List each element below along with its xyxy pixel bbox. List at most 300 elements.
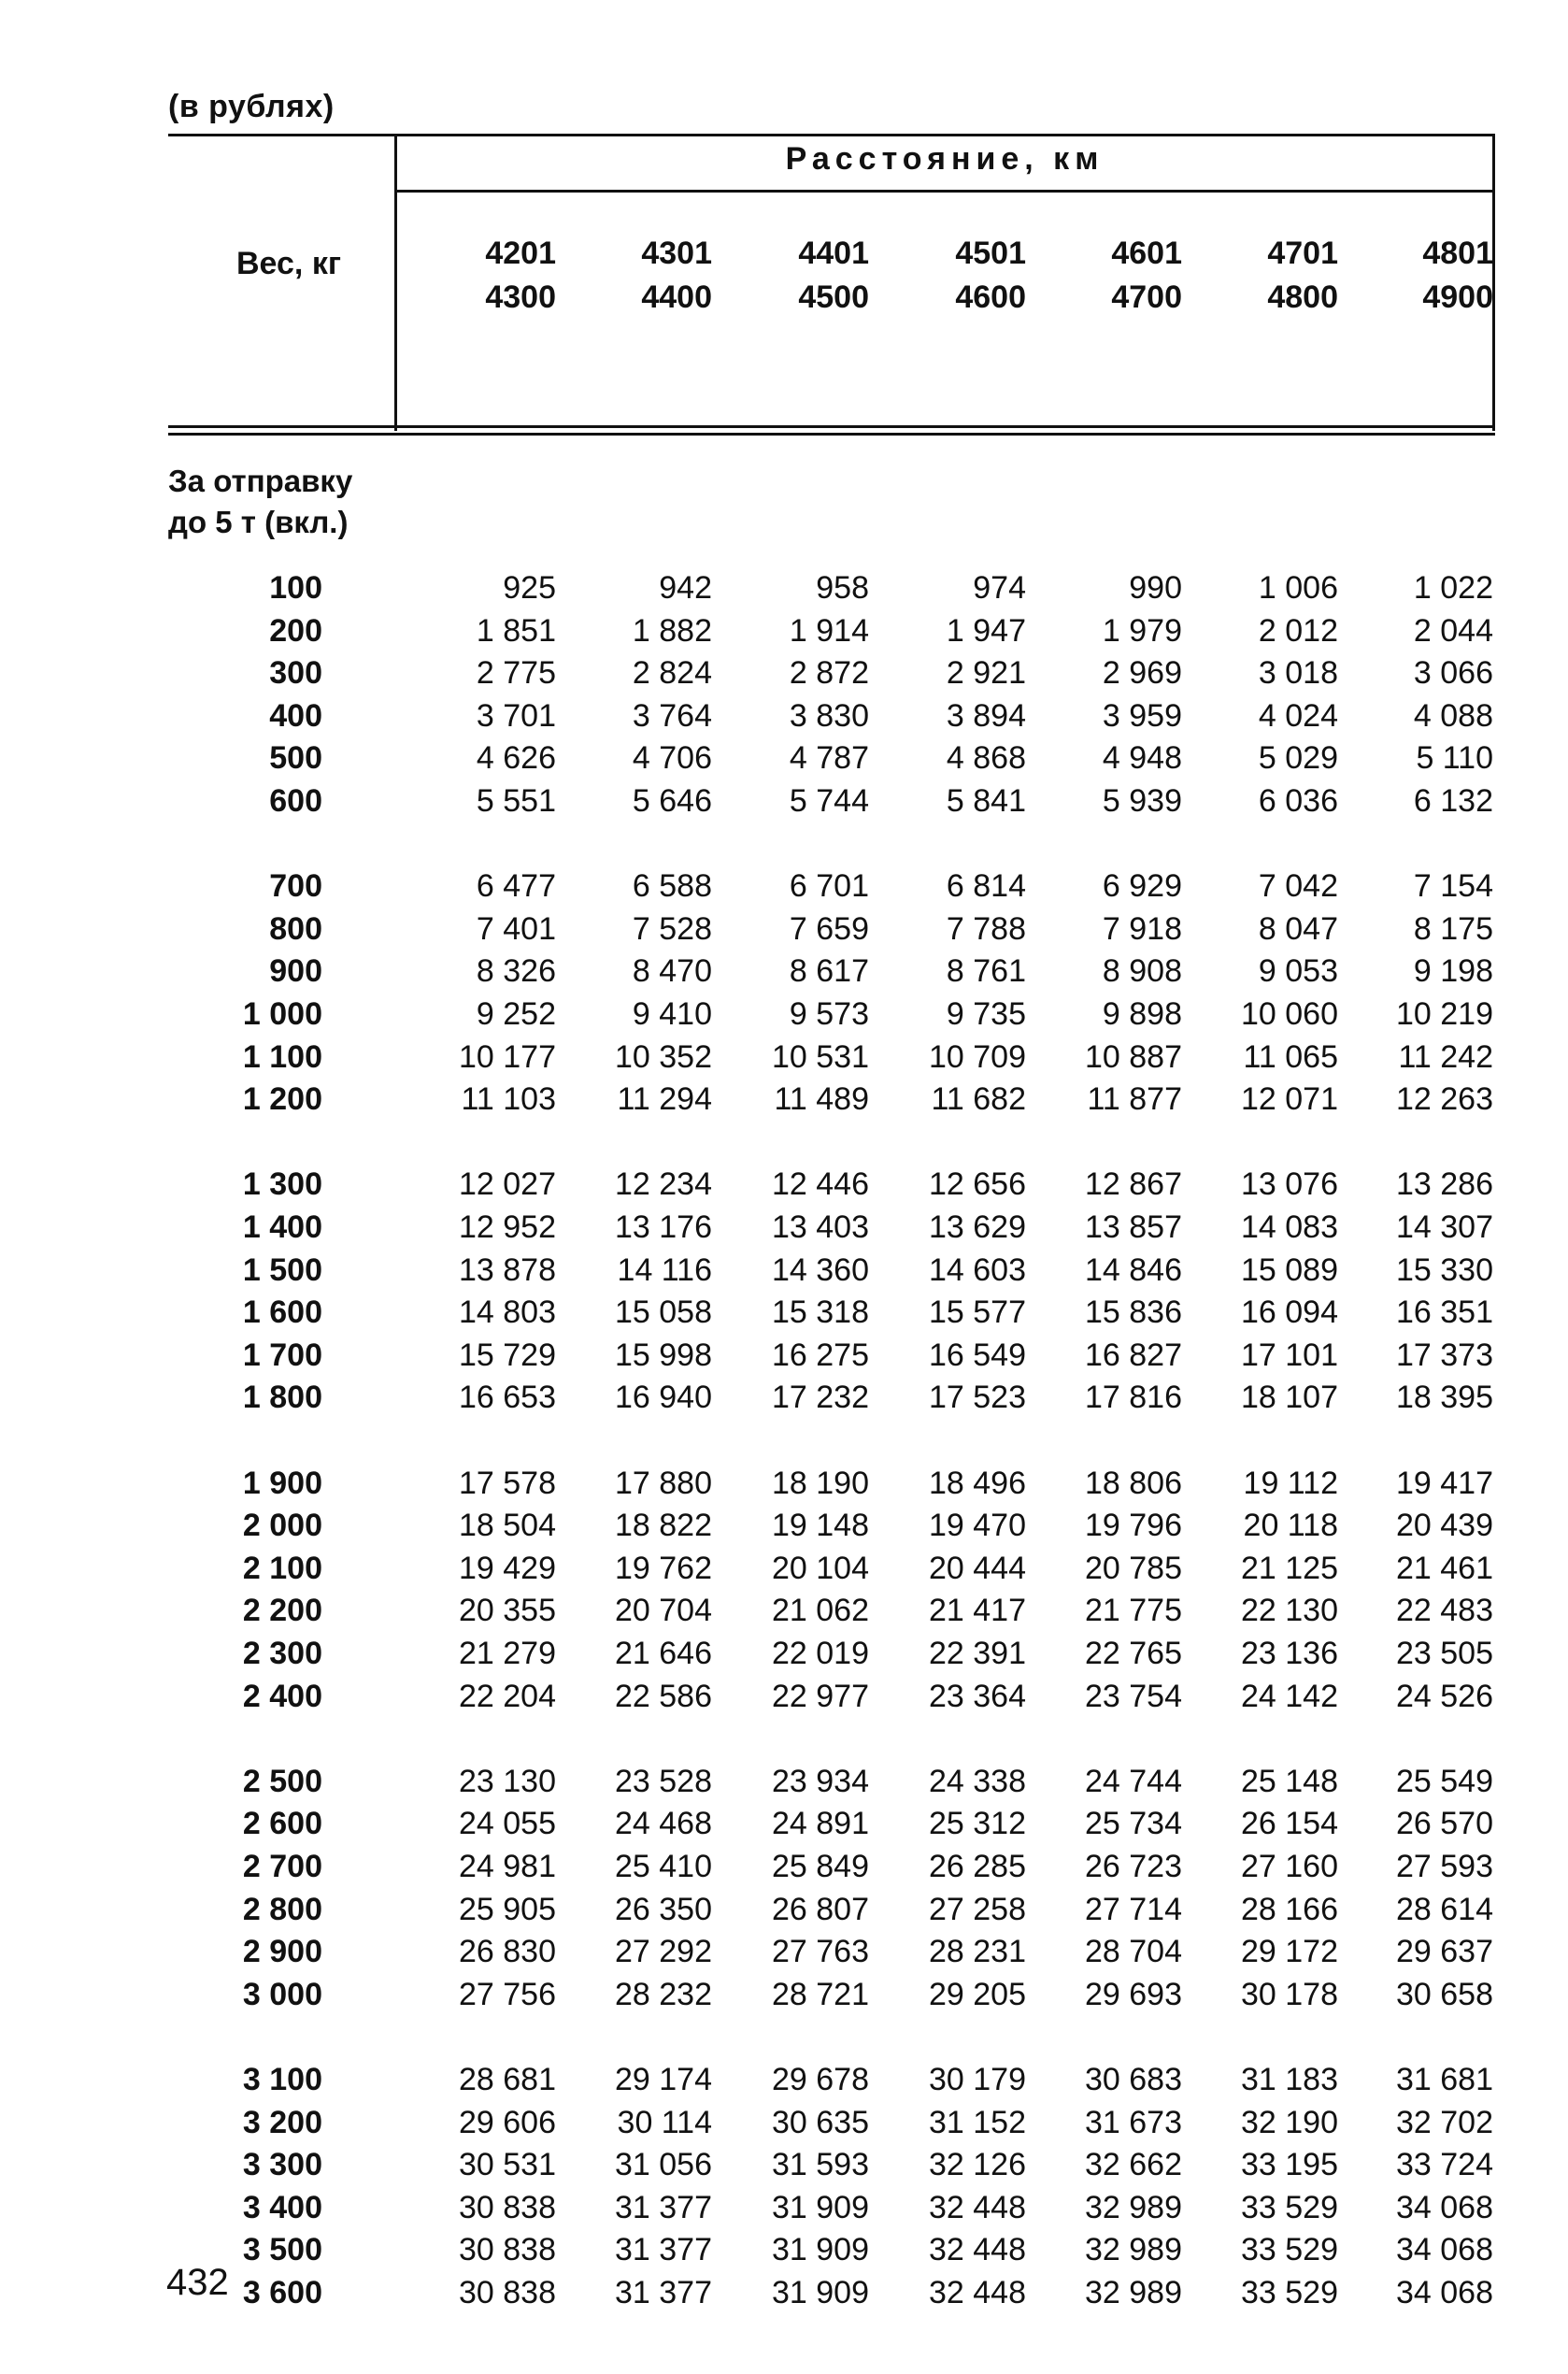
price-cell: 25 148 (1241, 1763, 1338, 1799)
price-cell: 2 872 (789, 655, 869, 692)
price-cell: 26 570 (1396, 1806, 1493, 1842)
price-cell: 12 071 (1241, 1081, 1338, 1118)
price-cell: 20 704 (615, 1593, 712, 1629)
distance-range-header (923, 232, 1026, 320)
weight-cell: 2 500 (242, 1763, 322, 1799)
price-cell: 14 846 (1085, 1251, 1182, 1288)
price-cell: 24 744 (1085, 1763, 1182, 1799)
price-cell: 3 894 (946, 697, 1026, 734)
price-cell: 15 318 (772, 1294, 869, 1331)
price-cell: 33 195 (1241, 2147, 1338, 2183)
price-cell: 33 529 (1241, 2232, 1338, 2268)
price-cell: 22 204 (459, 1678, 556, 1714)
price-cell: 8 470 (632, 953, 712, 990)
table-row (168, 1252, 1495, 1295)
price-cell: 13 076 (1241, 1166, 1338, 1203)
price-cell: 25 849 (772, 1849, 869, 1884)
price-cell: 21 417 (929, 1593, 1026, 1629)
price-cell: 31 056 (615, 2147, 712, 2183)
range-from: 4301 (641, 236, 712, 271)
price-cell: 29 172 (1241, 1934, 1338, 1970)
price-cell: 23 130 (459, 1763, 556, 1799)
price-cell: 19 762 (615, 1550, 712, 1586)
price-cell: 24 338 (929, 1763, 1026, 1799)
price-cell: 4 787 (789, 740, 869, 777)
price-cell: 958 (816, 570, 869, 606)
price-cell: 31 183 (1241, 2062, 1338, 2097)
price-cell: 1 914 (789, 612, 869, 649)
table-row (168, 953, 1495, 996)
price-cell: 12 867 (1085, 1166, 1182, 1203)
price-cell: 13 403 (772, 1209, 869, 1245)
distance-title: Расстояние, км (785, 141, 1105, 177)
price-cell: 33 529 (1241, 2189, 1338, 2225)
table-row (168, 1039, 1495, 1082)
price-cell: 14 803 (459, 1294, 556, 1331)
price-cell: 32 448 (929, 2232, 1026, 2268)
weight-cell: 3 000 (242, 1976, 322, 2012)
price-cell: 6 814 (946, 868, 1026, 905)
price-cell: 27 593 (1396, 1849, 1493, 1884)
price-cell: 18 822 (615, 1508, 712, 1544)
price-cell: 19 429 (459, 1550, 556, 1586)
table-row (168, 996, 1495, 1039)
weight-cell: 700 (269, 868, 322, 905)
weight-cell: 500 (269, 740, 322, 777)
table-row (168, 655, 1495, 698)
price-cell: 3 066 (1413, 655, 1493, 692)
price-cell: 32 989 (1085, 2189, 1182, 2225)
price-cell: 1 851 (476, 612, 556, 649)
price-cell: 21 062 (772, 1593, 869, 1629)
weight-cell: 2 900 (242, 1934, 322, 1970)
price-cell: 27 763 (772, 1934, 869, 1970)
price-cell: 31 152 (929, 2104, 1026, 2140)
price-cell: 10 531 (772, 1038, 869, 1075)
price-cell: 10 709 (929, 1038, 1026, 1075)
price-cell: 29 205 (929, 1976, 1026, 2012)
price-cell: 8 617 (789, 953, 869, 990)
weight-cell: 2 700 (242, 1849, 322, 1884)
weight-cell: 3 300 (242, 2147, 322, 2183)
price-cell: 14 360 (772, 1251, 869, 1288)
price-cell: 26 350 (615, 1891, 712, 1927)
weight-cell: 1 000 (242, 996, 322, 1032)
table-row (168, 1636, 1495, 1679)
price-cell: 32 989 (1085, 2232, 1182, 2268)
price-cell: 19 148 (772, 1508, 869, 1544)
table-row (168, 2275, 1495, 2318)
table-row (168, 1466, 1495, 1509)
price-cell: 11 877 (1087, 1081, 1182, 1118)
price-cell: 15 836 (1085, 1294, 1182, 1331)
price-cell: 18 806 (1085, 1465, 1182, 1501)
price-cell: 32 989 (1085, 2275, 1182, 2310)
price-cell: 28 231 (929, 1934, 1026, 1970)
price-cell: 34 068 (1396, 2232, 1493, 2268)
price-cell: 31 673 (1085, 2104, 1182, 2140)
price-cell: 29 174 (615, 2062, 712, 2097)
units-note: (в рублях) (168, 89, 335, 124)
price-cell: 16 827 (1085, 1337, 1182, 1373)
price-cell: 28 232 (615, 1976, 712, 2012)
price-cell: 18 496 (929, 1465, 1026, 1501)
price-cell: 10 887 (1085, 1038, 1182, 1075)
price-cell: 31 377 (615, 2232, 712, 2268)
price-cell: 19 470 (929, 1508, 1026, 1544)
price-cell: 5 029 (1258, 740, 1338, 777)
price-cell: 8 761 (946, 953, 1026, 990)
weight-cell: 1 300 (242, 1166, 322, 1203)
weight-cell: 2 300 (242, 1636, 322, 1671)
price-cell: 16 094 (1241, 1294, 1338, 1331)
price-cell: 15 729 (459, 1337, 556, 1373)
weight-cell: 1 100 (242, 1038, 322, 1075)
weight-cell: 300 (269, 655, 322, 692)
table-row (168, 2105, 1495, 2148)
price-cell: 15 998 (615, 1337, 712, 1373)
price-cell: 6 036 (1258, 783, 1338, 819)
price-cell: 22 019 (772, 1636, 869, 1671)
price-cell: 17 373 (1396, 1337, 1493, 1373)
price-cell: 2 775 (476, 655, 556, 692)
distance-range-header (609, 232, 712, 320)
price-cell: 32 662 (1085, 2147, 1182, 2183)
price-cell: 22 586 (615, 1678, 712, 1714)
price-cell: 22 765 (1085, 1636, 1182, 1671)
price-cell: 4 024 (1258, 697, 1338, 734)
price-cell: 11 242 (1398, 1038, 1493, 1075)
weight-cell: 2 000 (242, 1508, 322, 1544)
price-cell: 17 101 (1241, 1337, 1338, 1373)
price-cell: 14 307 (1396, 1209, 1493, 1245)
price-cell: 8 047 (1258, 910, 1338, 947)
price-cell: 18 504 (459, 1508, 556, 1544)
price-cell: 24 891 (772, 1806, 869, 1842)
price-cell: 15 577 (929, 1294, 1026, 1331)
weight-cell: 2 100 (242, 1550, 322, 1586)
price-cell: 9 252 (476, 996, 556, 1032)
price-cell: 23 364 (929, 1678, 1026, 1714)
weight-cell: 1 400 (242, 1209, 322, 1245)
price-cell: 13 857 (1085, 1209, 1182, 1245)
price-cell: 5 939 (1102, 783, 1182, 819)
price-cell: 16 653 (459, 1380, 556, 1416)
price-cell: 31 909 (772, 2275, 869, 2310)
price-cell: 26 807 (772, 1891, 869, 1927)
price-cell: 30 531 (459, 2147, 556, 2183)
price-cell: 9 053 (1258, 953, 1338, 990)
price-cell: 27 160 (1241, 1849, 1338, 1884)
table-row (168, 1166, 1495, 1209)
price-cell: 22 130 (1241, 1593, 1338, 1629)
price-cell: 31 909 (772, 2189, 869, 2225)
weight-cell: 900 (269, 953, 322, 990)
price-cell: 25 312 (929, 1806, 1026, 1842)
weight-cell: 800 (269, 910, 322, 947)
price-cell: 21 461 (1396, 1550, 1493, 1586)
price-cell: 17 523 (929, 1380, 1026, 1416)
range-from: 4601 (1111, 236, 1182, 271)
price-cell: 21 125 (1241, 1550, 1338, 1586)
price-cell: 27 258 (929, 1891, 1026, 1927)
range-to: 4400 (641, 279, 712, 315)
distance-range-header (1390, 232, 1493, 320)
table-row (168, 1892, 1495, 1935)
table-row (168, 1679, 1495, 1722)
price-cell: 1 947 (946, 612, 1026, 649)
price-cell: 2 921 (946, 655, 1026, 692)
price-cell: 6 929 (1102, 868, 1182, 905)
price-cell: 17 232 (772, 1380, 869, 1416)
price-cell: 20 104 (772, 1550, 869, 1586)
price-cell: 1 022 (1413, 570, 1493, 606)
price-cell: 30 838 (459, 2232, 556, 2268)
price-cell: 4 948 (1102, 740, 1182, 777)
section-label (168, 461, 352, 543)
price-cell: 1 979 (1102, 612, 1182, 649)
price-cell: 28 721 (772, 1976, 869, 2012)
range-from: 4501 (955, 236, 1026, 271)
weight-cell: 1 200 (242, 1081, 322, 1118)
price-cell: 17 880 (615, 1465, 712, 1501)
table-row (168, 698, 1495, 741)
price-cell: 15 089 (1241, 1251, 1338, 1288)
price-cell: 13 878 (459, 1251, 556, 1288)
price-cell: 26 723 (1085, 1849, 1182, 1884)
price-cell: 15 058 (615, 1294, 712, 1331)
table-row (168, 613, 1495, 656)
price-cell: 4 088 (1413, 697, 1493, 734)
price-cell: 30 114 (617, 2104, 712, 2140)
weight-cell: 100 (269, 570, 322, 606)
price-cell: 16 351 (1396, 1294, 1493, 1331)
header-bottom-rule (168, 425, 1495, 428)
weight-cell: 3 200 (242, 2104, 322, 2140)
price-cell: 24 526 (1396, 1678, 1493, 1714)
price-cell: 10 177 (459, 1038, 556, 1075)
table-row (168, 911, 1495, 954)
price-cell: 24 468 (615, 1806, 712, 1842)
header-divider (394, 134, 397, 431)
price-cell: 11 489 (774, 1081, 869, 1118)
price-cell: 20 118 (1243, 1508, 1338, 1544)
price-cell: 21 775 (1085, 1593, 1182, 1629)
price-cell: 29 678 (772, 2062, 869, 2097)
price-cell: 10 219 (1396, 996, 1493, 1032)
table-row (168, 1209, 1495, 1252)
price-cell: 9 410 (632, 996, 712, 1032)
price-cell: 23 934 (772, 1763, 869, 1799)
table-row (168, 1337, 1495, 1380)
price-cell: 23 505 (1396, 1636, 1493, 1671)
range-to: 4600 (955, 279, 1026, 315)
price-cell: 942 (659, 570, 712, 606)
price-cell: 18 190 (772, 1465, 869, 1501)
weight-cell: 2 600 (242, 1806, 322, 1842)
price-cell: 10 060 (1241, 996, 1338, 1032)
price-cell: 28 614 (1396, 1891, 1493, 1927)
section-label-line1: За отправку (168, 464, 353, 498)
price-cell: 21 279 (459, 1636, 556, 1671)
price-cell: 24 142 (1241, 1678, 1338, 1714)
table-row (168, 1849, 1495, 1892)
weight-cell: 2 200 (242, 1593, 322, 1629)
price-cell: 25 905 (459, 1891, 556, 1927)
price-cell: 15 330 (1396, 1251, 1493, 1288)
table-row (168, 868, 1495, 911)
table-row (168, 570, 1495, 613)
price-cell: 7 528 (632, 910, 712, 947)
table-row (168, 2062, 1495, 2105)
price-cell: 28 681 (459, 2062, 556, 2097)
table-row (168, 1764, 1495, 1807)
price-cell: 34 068 (1396, 2189, 1493, 2225)
price-cell: 23 528 (615, 1763, 712, 1799)
price-cell: 6 132 (1413, 783, 1493, 819)
price-cell: 12 234 (615, 1166, 712, 1203)
range-to: 4700 (1111, 279, 1182, 315)
price-cell: 4 868 (946, 740, 1026, 777)
table-row (168, 2232, 1495, 2275)
price-cell: 3 830 (789, 697, 869, 734)
weight-cell: 1 600 (242, 1294, 322, 1331)
price-cell: 990 (1129, 570, 1182, 606)
price-cell: 20 785 (1085, 1550, 1182, 1586)
table-row (168, 1551, 1495, 1594)
price-cell: 31 377 (615, 2189, 712, 2225)
price-cell: 30 179 (929, 2062, 1026, 2097)
price-cell: 22 483 (1396, 1593, 1493, 1629)
weight-cell: 3 500 (242, 2232, 322, 2268)
price-cell: 29 606 (459, 2104, 556, 2140)
price-cell: 3 959 (1102, 697, 1182, 734)
price-cell: 7 042 (1258, 868, 1338, 905)
price-cell: 27 714 (1085, 1891, 1182, 1927)
price-cell: 23 754 (1085, 1678, 1182, 1714)
price-cell: 9 735 (946, 996, 1026, 1032)
price-cell: 25 734 (1085, 1806, 1182, 1842)
price-cell: 22 977 (772, 1678, 869, 1714)
range-from: 4401 (798, 236, 869, 271)
price-cell: 23 136 (1241, 1636, 1338, 1671)
price-cell: 6 477 (476, 868, 556, 905)
header-top-rule (168, 134, 1495, 136)
price-cell: 30 178 (1241, 1976, 1338, 2012)
price-cell: 7 659 (789, 910, 869, 947)
price-cell: 1 006 (1258, 570, 1338, 606)
price-cell: 11 294 (617, 1081, 712, 1118)
table-row (168, 1934, 1495, 1977)
page-number: 432 (166, 2262, 229, 2303)
price-cell: 6 588 (632, 868, 712, 905)
table-row (168, 2147, 1495, 2190)
price-cell: 20 444 (929, 1550, 1026, 1586)
weight-cell: 3 600 (242, 2275, 322, 2310)
price-cell: 5 744 (789, 783, 869, 819)
range-from: 4801 (1422, 236, 1493, 271)
price-cell: 25 410 (615, 1849, 712, 1884)
price-cell: 8 175 (1413, 910, 1493, 947)
price-cell: 19 112 (1243, 1465, 1338, 1501)
price-cell: 9 198 (1413, 953, 1493, 990)
price-cell: 30 683 (1085, 2062, 1182, 2097)
header-bottom-rule (168, 433, 1495, 436)
price-cell: 26 285 (929, 1849, 1026, 1884)
distance-range-header (1235, 232, 1338, 320)
price-cell: 5 646 (632, 783, 712, 819)
price-cell: 4 706 (632, 740, 712, 777)
range-from: 4201 (485, 236, 556, 271)
price-cell: 13 176 (615, 1209, 712, 1245)
price-cell: 14 603 (929, 1251, 1026, 1288)
range-to: 4500 (798, 279, 869, 315)
price-cell: 31 377 (615, 2275, 712, 2310)
table-row (168, 1977, 1495, 2020)
table-header (168, 134, 1495, 440)
price-cell: 14 116 (617, 1251, 712, 1288)
price-cell: 32 702 (1396, 2104, 1493, 2140)
price-cell: 12 952 (459, 1209, 556, 1245)
distance-range-header (1079, 232, 1182, 320)
price-cell: 7 918 (1102, 910, 1182, 947)
price-cell: 2 824 (632, 655, 712, 692)
table-row (168, 1380, 1495, 1423)
price-cell: 18 395 (1396, 1380, 1493, 1416)
price-cell: 32 448 (929, 2189, 1026, 2225)
price-cell: 32 448 (929, 2275, 1026, 2310)
price-cell: 12 656 (929, 1166, 1026, 1203)
price-cell: 12 446 (772, 1166, 869, 1203)
table-row (168, 2190, 1495, 2233)
price-cell: 26 154 (1241, 1806, 1338, 1842)
header-mid-rule (397, 190, 1495, 193)
price-cell: 1 882 (632, 612, 712, 649)
price-cell: 2 012 (1258, 612, 1338, 649)
price-cell: 16 275 (772, 1337, 869, 1373)
table-row (168, 1294, 1495, 1337)
price-cell: 31 909 (772, 2232, 869, 2268)
range-to: 4300 (485, 279, 556, 315)
range-to: 4800 (1267, 279, 1338, 315)
price-cell: 33 529 (1241, 2275, 1338, 2310)
price-cell: 30 658 (1396, 1976, 1493, 2012)
table-row (168, 740, 1495, 783)
price-cell: 7 788 (946, 910, 1026, 947)
price-cell: 7 154 (1413, 868, 1493, 905)
weight-cell: 200 (269, 612, 322, 649)
table-row (168, 783, 1495, 826)
price-cell: 24 055 (459, 1806, 556, 1842)
price-cell: 13 629 (929, 1209, 1026, 1245)
price-cell: 925 (503, 570, 556, 606)
price-cell: 21 646 (615, 1636, 712, 1671)
weight-cell: 2 800 (242, 1891, 322, 1927)
price-cell: 17 578 (459, 1465, 556, 1501)
weight-cell: 1 900 (242, 1465, 322, 1501)
price-cell: 9 898 (1102, 996, 1182, 1032)
price-cell: 24 981 (459, 1849, 556, 1884)
price-cell: 974 (973, 570, 1026, 606)
price-cell: 25 549 (1396, 1763, 1493, 1799)
section-label-line2: до 5 т (вкл.) (168, 505, 349, 539)
price-cell: 28 704 (1085, 1934, 1182, 1970)
table-row (168, 1508, 1495, 1551)
price-cell: 7 401 (476, 910, 556, 947)
price-cell: 5 841 (946, 783, 1026, 819)
weight-label: Вес, кг (236, 246, 341, 281)
price-cell: 8 326 (476, 953, 556, 990)
